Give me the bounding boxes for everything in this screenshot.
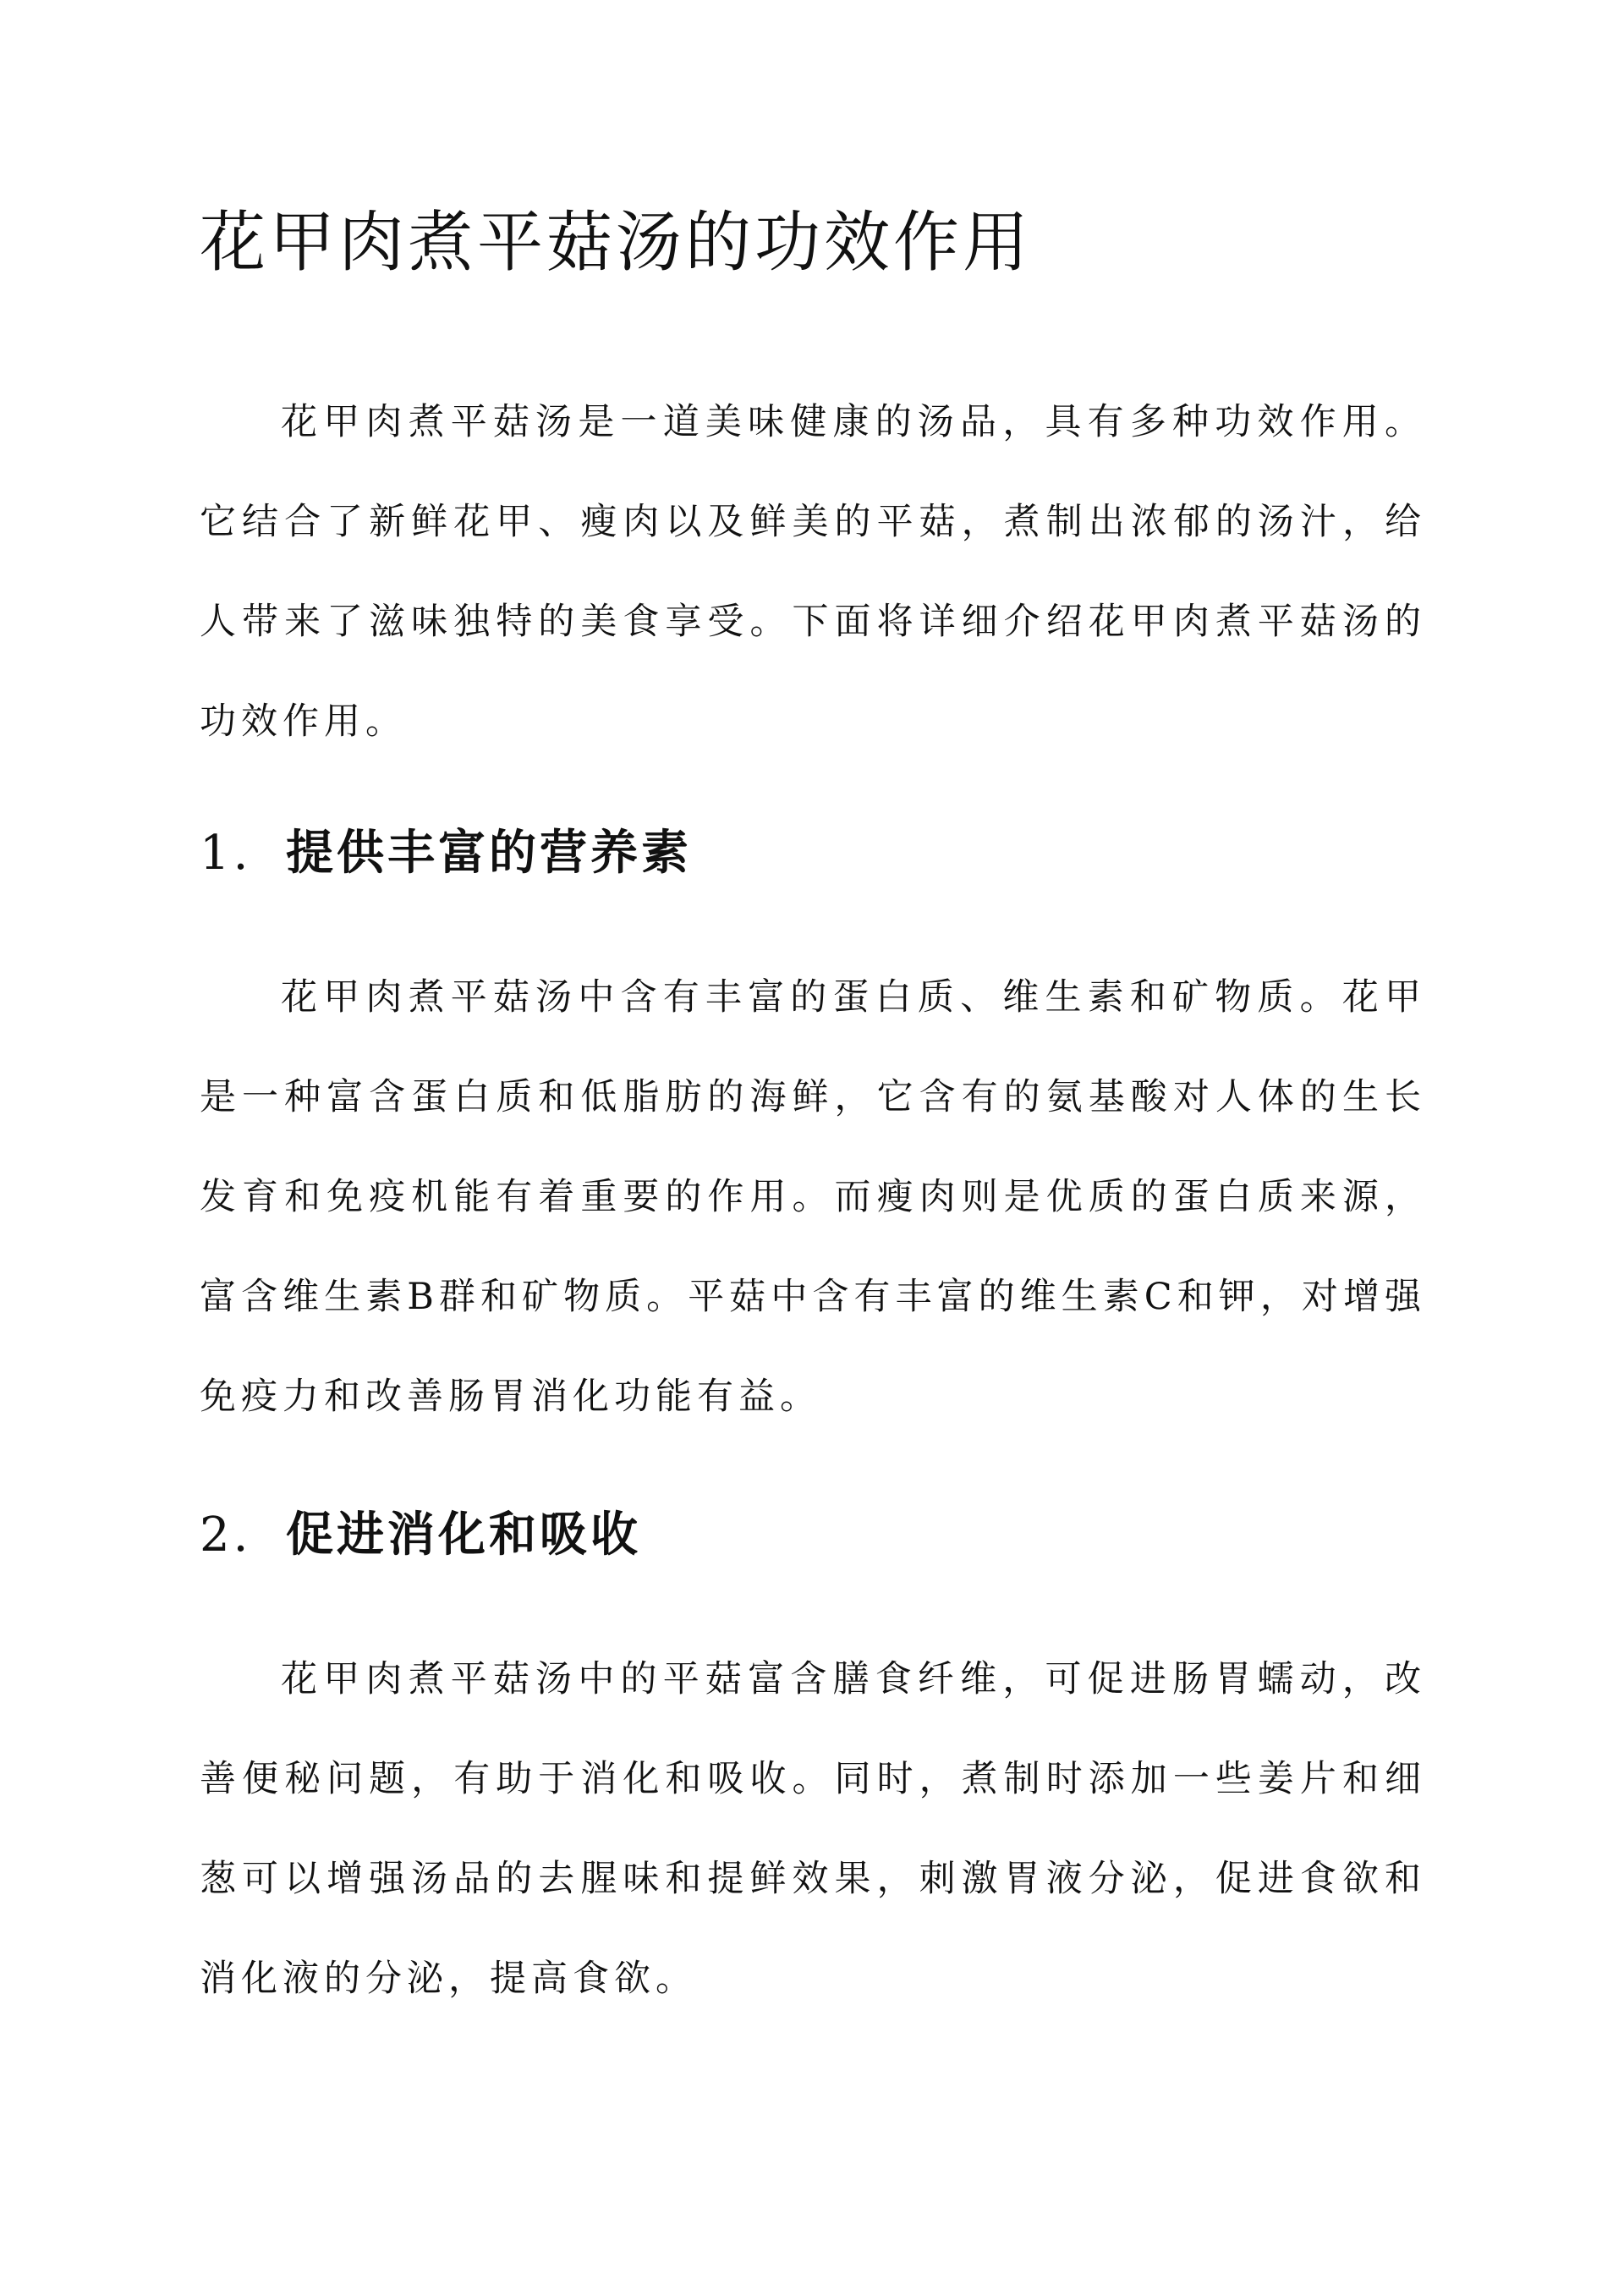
- section-heading: [200, 819, 692, 887]
- section-paragraph: 花甲肉煮平菇汤中含有丰富的蛋白质、维生素和矿物质。花甲是一种富含蛋白质和低脂肪的海鲜，它含有的氨基酸对人体的生长发育和免疫机能有着重要的作用。而瘦肉则是优质的蛋白质来源，富含维生素B群和矿物质。平菇中含有丰富的维生素C和钾，对增强免疫力和改善肠胃消化功能有益。: [200, 976, 1426, 1418]
- intro-paragraph: 花甲肉煮平菇汤是一道美味健康的汤品，具有多种功效作用。它结合了新鲜花甲、瘦肉以及鲜美的平菇，煮制出浓郁的汤汁，给人带来了滋味独特的美食享受。下面将详细介绍花甲肉煮平菇汤的功效作用。: [200, 401, 1426, 743]
- section-paragraph: 花甲肉煮平菇汤中的平菇富含膳食纤维，可促进肠胃蠕动，改善便秘问题，有助于消化和吸收。同时，煮制时添加一些姜片和细葱可以增强汤品的去腥味和提鲜效果，刺激胃液分泌，促进食欲和消化液的分泌，提高食欲。: [200, 1658, 1426, 2000]
- document-title: 花甲肉煮平菇汤的功效作用: [200, 205, 1033, 281]
- section-heading-text: 促进消化和吸收: [286, 1507, 641, 1563]
- section-number: 2.: [200, 1508, 252, 1563]
- section-heading: [200, 1501, 641, 1569]
- section-heading-text: 提供丰富的营养素: [286, 825, 692, 881]
- section-number: 1.: [200, 826, 252, 881]
